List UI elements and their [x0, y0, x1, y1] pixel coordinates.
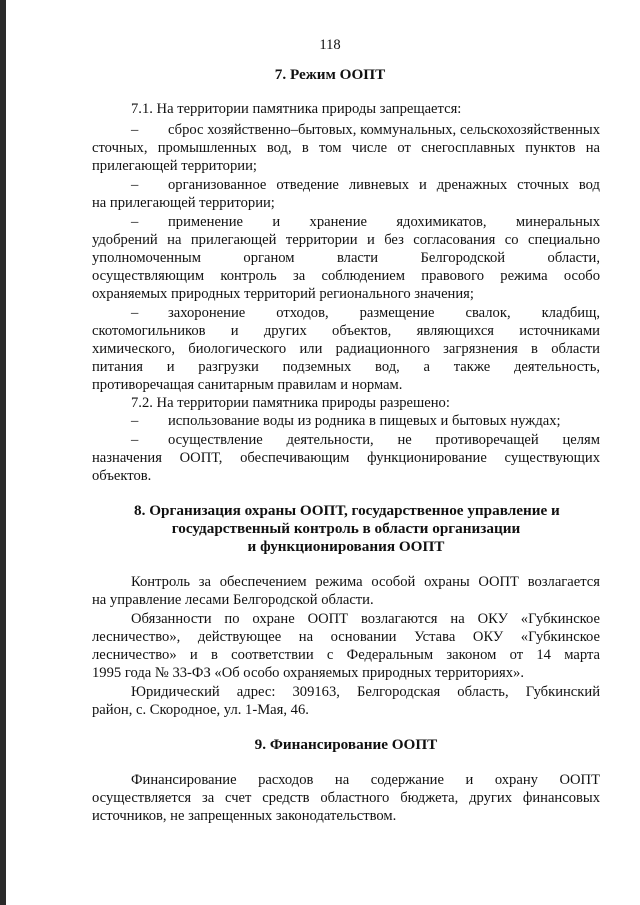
list-dash: –	[131, 305, 139, 321]
s9-p1-line2: осуществляется за счет средств областного бюджета, других финансовых	[92, 790, 600, 806]
paragraph-7-1-intro: 7.1. На территории памятника природы запрещается:	[131, 101, 462, 117]
item4-line2: скотомогильников и других объектов, являющихся источниками	[92, 323, 600, 339]
s9-p1-line3: источников, не запрещенных законодательством.	[92, 808, 397, 824]
scan-border	[0, 0, 6, 905]
item6-line3: объектов.	[92, 468, 152, 484]
s9-p1-line1: Финансирование расходов на содержание и охрану ООПТ	[131, 772, 600, 788]
paragraph-7-2-intro: 7.2. На территории памятника природы разрешено:	[131, 395, 450, 411]
item4-line4: питания и разгрузки подземных вод, а также деятельность,	[92, 359, 600, 375]
s8-p3-line2: район, с. Скородное, ул. 1-Мая, 46.	[92, 702, 309, 718]
section-7-heading: 7. Режим ООПТ	[274, 66, 386, 83]
list-dash: –	[131, 214, 139, 230]
item1-line2: сточных, промышленных вод, в том числе от снегосплавных пунктов на	[92, 140, 600, 156]
section-8-heading-line2: государственный контроль в области организации	[171, 520, 521, 537]
item3-line3: уполномоченным органом власти Белгородской области,	[92, 250, 600, 266]
s8-p2-line4: 1995 года № 33-ФЗ «Об особо охраняемых природных территориях».	[92, 665, 524, 681]
item6-line1: осуществление деятельности, не противоречащей целям	[168, 432, 600, 448]
item3-line5: охраняемых природных территорий регионального значения;	[92, 286, 474, 302]
s8-p2-line3: лесничество» и в соответствии с Федеральным законом от 14 марта	[92, 647, 600, 663]
page-number: 118	[319, 37, 341, 53]
item5-line1: использование воды из родника в пищевых и бытовых нуждах;	[168, 413, 561, 429]
section-8-heading-line1: 8. Организация охраны ООПТ, государственное управление и	[134, 502, 560, 519]
item3-line1: применение и хранение ядохимикатов, минеральных	[168, 214, 600, 230]
list-dash: –	[131, 432, 139, 448]
item4-line3: химического, биологического или радиационного загрязнения в области	[92, 341, 600, 357]
item4-line5: противоречащая санитарным правилам и нормам.	[92, 377, 403, 393]
section-9-heading: 9. Финансирование ООПТ	[254, 736, 438, 753]
item4-line1: захоронение отходов, размещение свалок, кладбищ,	[168, 305, 600, 321]
s8-p1-line2: на управление лесами Белгородской области.	[92, 592, 374, 608]
s8-p2-line1: Обязанности по охране ООПТ возлагаются на ОКУ «Губкинское	[131, 611, 600, 627]
item3-line4: осуществляющим контроль за соблюдением правового режима особо	[92, 268, 600, 284]
list-dash: –	[131, 177, 139, 193]
s8-p2-line2: лесничество», действующее на основании Устава ОКУ «Губкинское	[92, 629, 600, 645]
list-dash: –	[131, 122, 139, 138]
item1-line3: прилегающей территории;	[92, 158, 257, 174]
list-dash: –	[131, 413, 139, 429]
item3-line2: удобрений на прилегающей территории и без согласования со специально	[92, 232, 600, 248]
section-8-heading-line3: и функционирования ООПТ	[247, 538, 445, 555]
item1-line1: сброс хозяйственно–бытовых, коммунальных, сельскохозяйственных	[168, 122, 600, 138]
item2-line1: организованное отведение ливневых и дренажных сточных вод	[168, 177, 600, 193]
s8-p3-line1: Юридический адрес: 309163, Белгородская область, Губкинский	[131, 684, 600, 700]
item6-line2: назначения ООПТ, обеспечивающим функционирование существующих	[92, 450, 600, 466]
item2-line2: на прилегающей территории;	[92, 195, 275, 211]
s8-p1-line1: Контроль за обеспечением режима особой охраны ООПТ возлагается	[131, 574, 600, 590]
